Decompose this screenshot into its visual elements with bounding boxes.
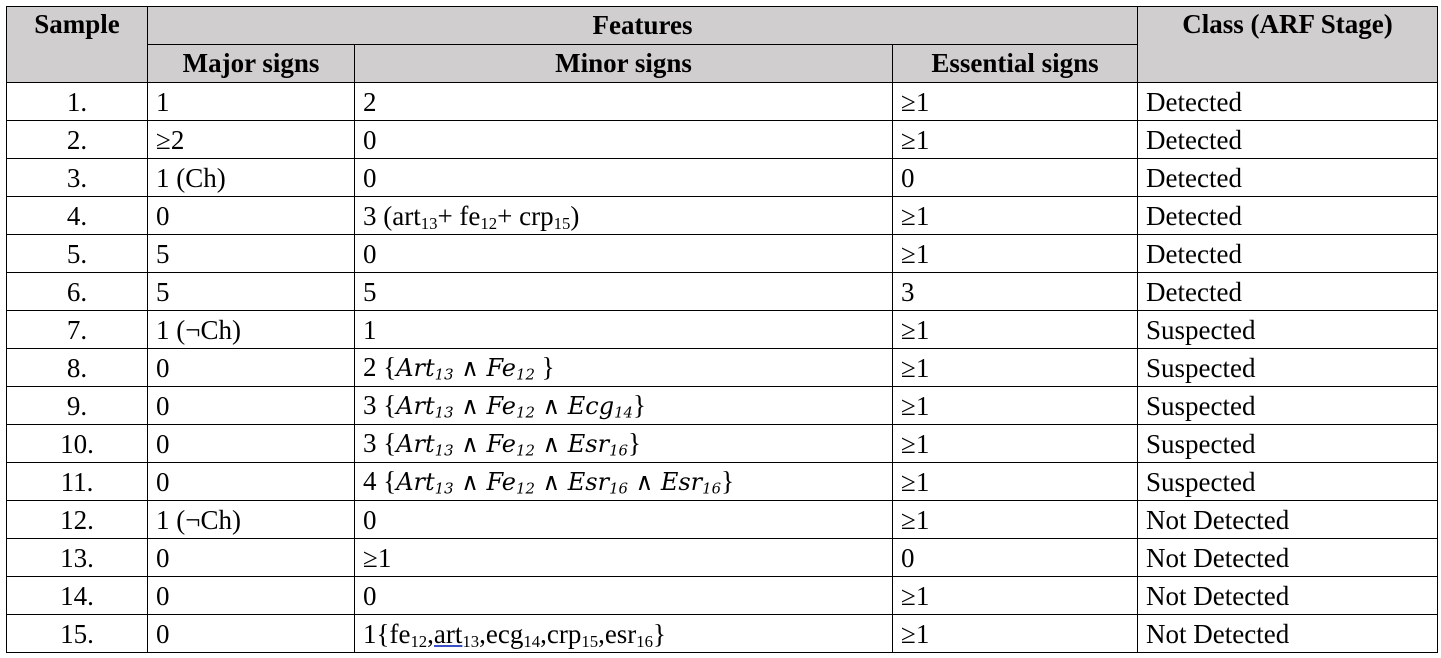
and-operator: ∧ [453,430,487,458]
subscript: 16 [609,479,628,498]
subscript: 13 [462,631,480,651]
sample-cell: 13. [7,539,148,577]
class-cell: Not Detected [1138,501,1438,539]
subscript: 12 [480,213,498,233]
math-term: Art [396,430,435,458]
major-cell: 0 [148,387,355,425]
sample-cell: 9. [7,387,148,425]
table-row [7,463,1438,501]
class-cell: Suspected [1138,425,1438,463]
and-operator: ∧ [453,392,487,420]
table-row [7,615,1438,653]
subscript: 15 [553,213,571,233]
math-term: Fe [486,354,516,382]
header-class: Class (ARF Stage) [1138,7,1438,83]
essential-cell: ≥1 [893,83,1138,121]
table-row [7,235,1438,273]
minor-cell [355,425,893,463]
math-term: Esr [567,430,610,458]
major-cell: 0 [148,425,355,463]
subscript: 13 [434,403,454,422]
subscript: 12 [410,631,428,651]
class-cell: Suspected [1138,349,1438,387]
subscript: 13 [434,479,454,498]
class-cell: Not Detected [1138,615,1438,653]
header-features: Features [148,7,1138,45]
minor-text: 3 { [363,428,397,458]
class-cell: Suspected [1138,311,1438,349]
minor-cell: 1 [355,311,893,349]
table-row [7,501,1438,539]
math-term: Esr [567,468,610,496]
minor-text: 1{fe [363,618,411,649]
class-cell: Detected [1138,83,1438,121]
subscript: 16 [636,631,654,651]
major-cell: 0 [148,349,355,387]
math-term: Esr [660,468,703,496]
major-cell: 1 (¬Ch) [148,311,355,349]
essential-cell: ≥1 [893,235,1138,273]
major-cell: 0 [148,577,355,615]
minor-cell: ≥1 [355,539,893,577]
table-row [7,577,1438,615]
essential-cell: ≥1 [893,311,1138,349]
math-term: Art [396,392,435,420]
and-operator: ∧ [534,468,568,496]
table-row [7,159,1438,197]
minor-text: } [633,390,646,420]
minor-text: ,art [427,618,463,649]
minor-cell: 0 [355,121,893,159]
minor-cell [355,463,893,501]
subscript: 13 [434,441,454,460]
table-row [7,311,1438,349]
class-cell: Not Detected [1138,539,1438,577]
subscript: 15 [581,631,599,651]
class-cell: Detected [1138,159,1438,197]
header-sample: Sample [7,7,148,83]
major-cell: 0 [148,615,355,653]
minor-cell: 0 [355,501,893,539]
minor-cell [355,615,893,653]
major-cell: 5 [148,273,355,311]
minor-text: ) [570,200,580,231]
class-cell: Detected [1138,197,1438,235]
minor-cell: 0 [355,577,893,615]
class-cell: Suspected [1138,387,1438,425]
math-term: Fe [486,430,516,458]
class-cell: Detected [1138,235,1438,273]
table-row [7,349,1438,387]
table-row [7,539,1438,577]
subscript: 12 [515,441,535,460]
minor-text: } [653,618,666,649]
sample-cell: 8. [7,349,148,387]
essential-cell: ≥1 [893,463,1138,501]
sample-cell: 11. [7,463,148,501]
minor-text: 3 { [363,390,397,420]
minor-text: } [534,352,555,382]
essential-cell: ≥1 [893,349,1138,387]
minor-text: ,crp [540,618,582,649]
minor-cell [355,349,893,387]
minor-cell: 0 [355,159,893,197]
minor-cell: 2 [355,83,893,121]
math-term: Fe [486,468,516,496]
essential-cell: ≥1 [893,501,1138,539]
minor-cell: 0 [355,235,893,273]
minor-text: 3 (art [363,200,421,231]
minor-text: } [721,466,735,496]
essential-cell: ≥1 [893,425,1138,463]
essential-cell: ≥1 [893,121,1138,159]
minor-text: ,ecg [479,618,524,649]
major-cell: 5 [148,235,355,273]
math-term: Ecg [567,392,615,420]
essential-cell: ≥1 [893,387,1138,425]
major-cell: 1 (Ch) [148,159,355,197]
minor-cell: 5 [355,273,893,311]
header-major-signs: Major signs [148,45,355,83]
major-cell: 0 [148,463,355,501]
minor-text: ,esr [598,618,637,649]
major-cell: 1 [148,83,355,121]
table-row [7,425,1438,463]
table-row [7,197,1438,235]
sample-cell: 12. [7,501,148,539]
math-term: Fe [486,392,516,420]
table-row [7,83,1438,121]
sample-cell: 3. [7,159,148,197]
and-operator: ∧ [534,430,568,458]
and-operator: ∧ [534,392,568,420]
sample-cell: 14. [7,577,148,615]
minor-text: 4 { [363,466,397,496]
class-cell: Detected [1138,121,1438,159]
table-row [7,387,1438,425]
sample-cell: 7. [7,311,148,349]
sample-cell: 6. [7,273,148,311]
essential-cell: 0 [893,539,1138,577]
essential-cell: 0 [893,159,1138,197]
essential-cell: ≥1 [893,577,1138,615]
minor-text: } [628,428,641,458]
minor-cell [355,197,893,235]
table-row [7,273,1438,311]
major-cell: ≥2 [148,121,355,159]
arf-stage-table [6,6,1438,653]
class-cell: Detected [1138,273,1438,311]
and-operator: ∧ [453,354,487,382]
subscript: 12 [515,479,535,498]
math-term: Art [396,468,435,496]
math-term: Art [396,354,435,382]
sample-cell: 2. [7,121,148,159]
major-cell: 0 [148,197,355,235]
minor-text: + fe [437,200,481,231]
essential-cell: ≥1 [893,197,1138,235]
major-cell: 0 [148,539,355,577]
subscript: 13 [420,213,438,233]
essential-cell: 3 [893,273,1138,311]
subscript: 14 [523,631,541,651]
subscript: 16 [609,441,628,460]
minor-text: + crp [497,200,554,231]
class-cell: Suspected [1138,463,1438,501]
subscript: 16 [702,479,722,498]
minor-text: 2 { [363,352,397,382]
header-essential-signs: Essential signs [893,45,1138,83]
minor-cell [355,387,893,425]
sample-cell: 1. [7,83,148,121]
header-minor-signs: Minor signs [355,45,893,83]
subscript: 13 [434,365,454,384]
subscript: 12 [515,365,535,384]
subscript: 14 [614,403,634,422]
major-cell: 1 (¬Ch) [148,501,355,539]
and-operator: ∧ [453,468,487,496]
sample-cell: 10. [7,425,148,463]
subscript: 12 [515,403,535,422]
and-operator: ∧ [628,468,661,496]
sample-cell: 15. [7,615,148,653]
sample-cell: 4. [7,197,148,235]
sample-cell: 5. [7,235,148,273]
essential-cell: ≥1 [893,615,1138,653]
table-row [7,121,1438,159]
class-cell: Not Detected [1138,577,1438,615]
